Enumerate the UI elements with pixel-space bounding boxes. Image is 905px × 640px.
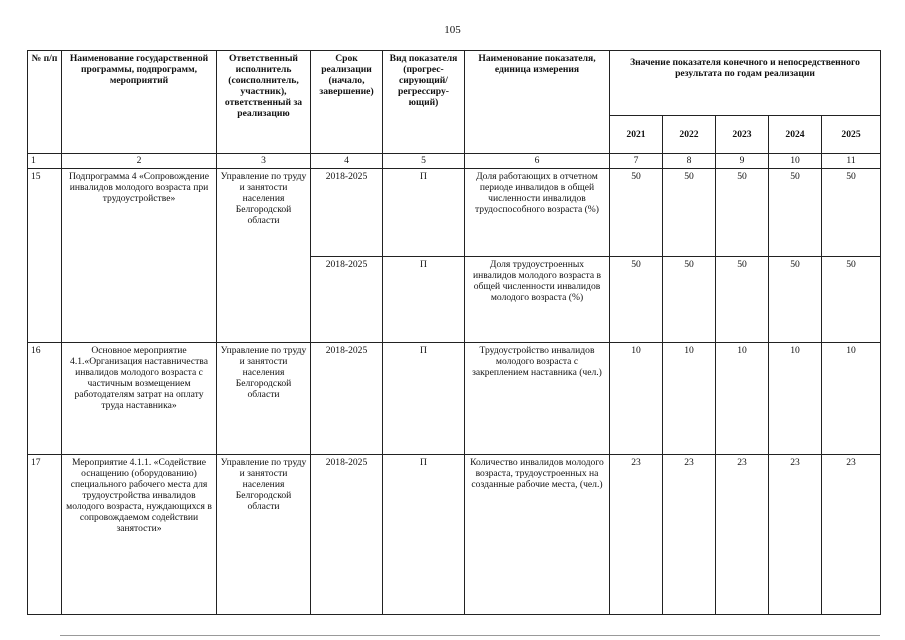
value-2023: 50 [716, 257, 769, 343]
value-2021: 10 [610, 343, 663, 455]
value-2022: 23 [663, 455, 716, 615]
header-year-2022: 2022 [663, 116, 716, 154]
indicator-name: Количество инвалидов молодого возраста, трудоустроенных на созданные рабочие места, (чел.) [465, 455, 610, 615]
column-numbers-row [28, 154, 881, 169]
header-year-2025: 2025 [822, 116, 881, 154]
header-executor: Ответственный исполнитель (соисполнитель, участник), ответственный за реализацию [217, 51, 311, 154]
header-indicator-type: Вид показателя (прогрес-сирующий/ регрессиру-ющий) [383, 51, 465, 154]
column-number: 2 [62, 154, 217, 169]
indicator-type: П [383, 455, 465, 615]
value-2023: 50 [716, 169, 769, 257]
header-values-group: Значение показателя конечного и непосредственного результата по годам реализации [610, 51, 881, 116]
indicator-name: Доля работающих в отчетном периоде инвалидов в общей численности инвалидов трудоспособного возраста (%) [465, 169, 610, 257]
page-number: 105 [444, 24, 461, 36]
value-2021: 50 [610, 169, 663, 257]
header-year-2021: 2021 [610, 116, 663, 154]
header-year-2024: 2024 [769, 116, 822, 154]
row-number: 15 [28, 169, 62, 343]
indicator-name: Трудоустройство инвалидов молодого возраста с закреплением наставника (чел.) [465, 343, 610, 455]
column-number: 4 [311, 154, 383, 169]
header-indicator-name: Наименование показателя, единица измерения [465, 51, 610, 154]
value-2025: 50 [822, 169, 881, 257]
executor-name: Управление по труду и занятости населения Белгородской области [217, 455, 311, 615]
value-2023: 10 [716, 343, 769, 455]
column-number: 9 [716, 154, 769, 169]
column-number: 8 [663, 154, 716, 169]
period: 2018-2025 [311, 257, 383, 343]
table-row [28, 343, 881, 455]
column-number: 3 [217, 154, 311, 169]
value-2024: 23 [769, 455, 822, 615]
value-2024: 50 [769, 257, 822, 343]
value-2021: 23 [610, 455, 663, 615]
value-2024: 50 [769, 169, 822, 257]
header-year-2023: 2023 [716, 116, 769, 154]
executor-name: Управление по труду и занятости населения Белгородской области [217, 169, 311, 343]
header-program-name: Наименование государственной программы, подпрограмм, мероприятий [62, 51, 217, 154]
period: 2018-2025 [311, 169, 383, 257]
column-number: 11 [822, 154, 881, 169]
value-2025: 50 [822, 257, 881, 343]
indicator-type: П [383, 169, 465, 257]
period: 2018-2025 [311, 343, 383, 455]
column-number: 6 [465, 154, 610, 169]
program-name: Основное мероприятие 4.1.«Организация наставничества инвалидов молодого возраста с частичным возмещением работодателям затрат на оплату труда наставника» [62, 343, 217, 455]
row-number: 17 [28, 455, 62, 615]
program-indicators-table [27, 50, 881, 615]
value-2022: 50 [663, 257, 716, 343]
executor-name: Управление по труду и занятости населения Белгородской области [217, 343, 311, 455]
table-row [28, 169, 881, 257]
value-2022: 10 [663, 343, 716, 455]
period: 2018-2025 [311, 455, 383, 615]
indicator-type: П [383, 343, 465, 455]
header-num: № п/п [28, 51, 62, 154]
value-2021: 50 [610, 257, 663, 343]
page-bottom-divider [60, 635, 880, 636]
value-2023: 23 [716, 455, 769, 615]
value-2024: 10 [769, 343, 822, 455]
value-2022: 50 [663, 169, 716, 257]
header-period: Срок реализации (начало, завершение) [311, 51, 383, 154]
column-number: 7 [610, 154, 663, 169]
program-name: Мероприятие 4.1.1. «Содействие оснащению (оборудованию) специального рабочего места для трудоустройства инвалидов молодого возраста, нуждающихся в сопровождаемом содействии занятости» [62, 455, 217, 615]
value-2025: 23 [822, 455, 881, 615]
indicator-name: Доля трудоустроенных инвалидов молодого возраста в общей численности инвалидов молодого возраста (%) [465, 257, 610, 343]
column-number: 5 [383, 154, 465, 169]
value-2025: 10 [822, 343, 881, 455]
row-number: 16 [28, 343, 62, 455]
program-name: Подпрограмма 4 «Сопровождение инвалидов молодого возраста при трудоустройстве» [62, 169, 217, 343]
column-number: 1 [28, 154, 62, 169]
indicator-type: П [383, 257, 465, 343]
column-number: 10 [769, 154, 822, 169]
table-row [28, 455, 881, 615]
